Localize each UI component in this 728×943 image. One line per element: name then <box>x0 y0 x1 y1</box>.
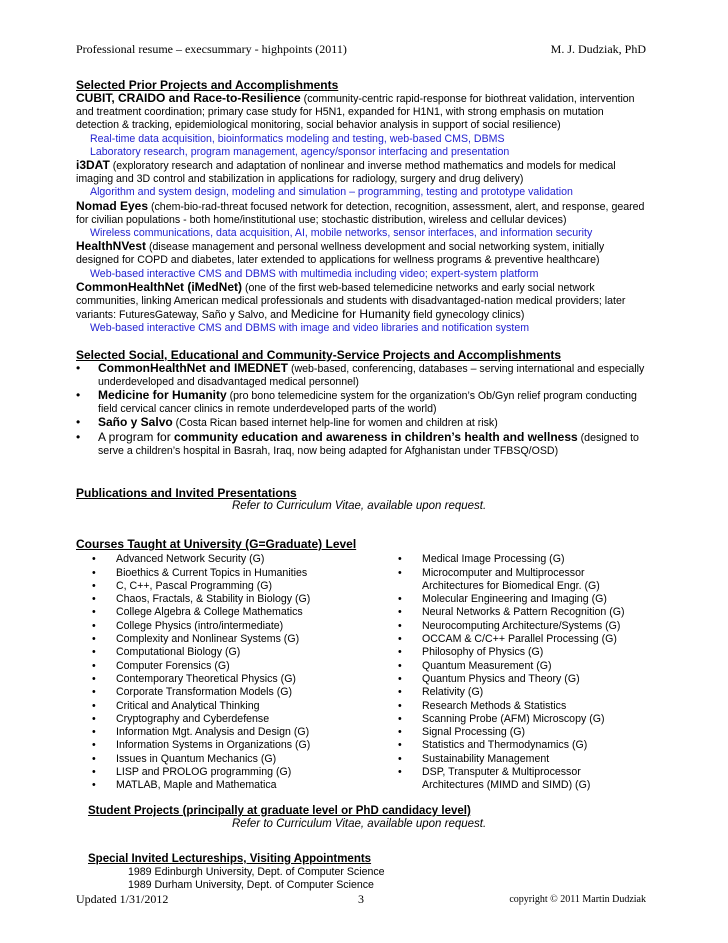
publications-note: Refer to Curriculum Vitae, available upon request. <box>232 500 487 513</box>
project-detail: Real-time data acquisition, bioinformatics modeling and testing, web-based CMS, DBMS <box>90 132 505 145</box>
course-item: • Medical Image Processing (G) <box>396 553 656 566</box>
course-item: • Relativity (G) <box>396 686 656 699</box>
course-item: • Information Systems in Organizations (G) <box>90 739 396 752</box>
project-detail: Algorithm and system design, modeling and simulation – programming, testing and prototype validation <box>90 186 573 199</box>
project-detail: Wireless communications, data acquisition, AI, mobile networks, sensor interfaces, and information security <box>90 227 593 240</box>
item-desc: underdeveloped and disadvantaged medical personnel) <box>98 375 359 388</box>
course-item: • Bioethics & Current Topics in Humanities <box>90 567 396 580</box>
project-detail: Laboratory research, program management, agency/sponsor interfacing and presentation <box>90 145 510 158</box>
lecture-item: 1989 Durham University, Dept. of Computer Science <box>128 879 374 892</box>
section-heading-courses: Courses Taught at University (G=Graduate) Level <box>76 537 357 552</box>
course-item: Architectures for Biomedical Engr. (G) <box>422 579 600 592</box>
item-name: Medicine for Humanity <box>98 388 227 403</box>
project-nomad-eyes <box>76 200 656 241</box>
project-name: i3DAT <box>76 158 110 173</box>
page-footer <box>76 892 646 907</box>
course-item: • Microcomputer and Multiprocessor <box>396 567 656 580</box>
course-item: • Research Methods & Statistics <box>396 700 656 713</box>
course-item: • Signal Processing (G) <box>396 726 656 739</box>
section-heading-prior: Selected Prior Projects and Accomplishments <box>76 78 339 92</box>
course-item: • Statistics and Thermodynamics (G) <box>396 739 656 752</box>
course-item: • Information Mgt. Analysis and Design (G) <box>90 726 396 739</box>
course-item: • Scanning Probe (AFM) Microscopy (G) <box>396 713 656 726</box>
course-item: • Neurocomputing Architecture/Systems (G) <box>396 620 656 633</box>
project-desc: (chem-bio-rad-threat focused network for detection, recognition, assessment, alert, and response, geared <box>148 200 645 213</box>
project-desc: for civilian populations - both home/institutional use; stochastic distribution, wireless and cellular devices) <box>76 213 567 226</box>
section-heading-lectures: Special Invited Lectureships, Visiting Appointments <box>88 853 372 866</box>
course-item: • Chaos, Fractals, & Stability in Biology (G) <box>90 593 396 606</box>
course-item: • Computer Forensics (G) <box>90 660 396 673</box>
course-item: • Philosophy of Physics (G) <box>396 646 656 659</box>
item-desc: (Costa Rican based internet help-line for women and children at risk) <box>172 417 498 430</box>
page-number: 3 <box>358 892 364 906</box>
project-desc: (one of the first web-based telemedicine networks and early social network <box>242 281 595 294</box>
project-i3dat <box>76 159 656 200</box>
course-item: • College Physics (intro/intermediate) <box>90 620 396 633</box>
project-name: CommonHealthNet (iMedNet) <box>76 279 243 294</box>
course-item: • OCCAM & C/C++ Parallel Processing (G) <box>396 633 656 646</box>
course-item: Architectures (MIMD and SIMD) (G) <box>422 779 591 792</box>
project-desc: (exploratory research and adaptation of nonlinear and inverse method mathematics and models for medical <box>109 160 616 173</box>
section-heading-student: Student Projects (principally at graduate level or PhD candidacy level) <box>88 804 471 817</box>
section-heading-social: Selected Social, Educational and Community-Service Projects and Accomplishments <box>76 347 562 362</box>
course-item: • Issues in Quantum Mechanics (G) <box>90 753 396 766</box>
list-item <box>76 431 656 458</box>
course-item: • Complexity and Nonlinear Systems (G) <box>90 633 396 646</box>
page-header <box>76 42 646 57</box>
project-desc: and treatment coordination; primary case study for H5N1, expanded for H1N1, with strong emphasis on mutation <box>76 106 604 119</box>
header-title: Professional resume – execsummary - highpoints (2011) <box>76 42 347 56</box>
project-healthnvest <box>76 240 656 281</box>
item-name: CommonHealthNet and IMEDNET <box>98 360 289 375</box>
project-name: Nomad Eyes <box>76 198 149 213</box>
footer-copyright: copyright © 2011 Martin Dudziak <box>509 894 646 905</box>
item-name: community education and awareness in children’s health and wellness <box>174 429 578 444</box>
course-columns <box>76 553 656 792</box>
item-name: Saño y Salvo <box>98 415 173 430</box>
project-desc: communities, linking American medical professionals and students with disadvantaged-nation medical providers; later <box>76 295 626 308</box>
course-item: • Corporate Transformation Models (G) <box>90 686 396 699</box>
student-note: Refer to Curriculum Vitae, available upon request. <box>232 817 487 830</box>
project-desc: designed for COPD and diabetes, later extended to applications for wellness programs & preventive healthcare) <box>76 254 600 267</box>
item-desc: serve a children’s hospital in Basrah, Iraq, now being adapted for Afghanistan under TFBSQ/OSD) <box>98 444 559 457</box>
lecture-item: 1989 Edinburgh University, Dept. of Computer Science <box>128 866 385 879</box>
project-cubit <box>76 92 656 159</box>
course-list-right <box>396 553 656 792</box>
course-item: • College Algebra & College Mathematics <box>90 606 396 619</box>
project-name: CUBIT, CRAIDO and Race-to-Resilience <box>76 91 301 105</box>
item-desc: (designed to <box>577 431 639 444</box>
list-item <box>76 416 656 430</box>
project-detail: Web-based interactive CMS and DBMS with image and video libraries and notification system <box>90 322 530 335</box>
course-list-left <box>76 553 396 792</box>
course-item: • Molecular Engineering and Imaging (G) <box>396 593 656 606</box>
course-item: • Contemporary Theoretical Physics (G) <box>90 673 396 686</box>
course-item: • Critical and Analytical Thinking <box>90 700 396 713</box>
course-item: • Advanced Network Security (G) <box>90 553 396 566</box>
project-desc: field gynecology clinics) <box>410 309 525 322</box>
course-item: • MATLAB, Maple and Mathematica <box>90 779 396 792</box>
course-item: • Sustainability Management <box>396 753 656 766</box>
item-prefix: A program for <box>98 429 175 444</box>
item-desc: (web-based, conferencing, databases – serving international and especially <box>288 362 645 375</box>
project-desc: detection & tracking, epidemiological monitoring, social behavior analysis in support of social resilience) <box>76 119 561 132</box>
item-desc: field cervical cancer clinics in remote underdeveloped parts of the world) <box>98 403 437 416</box>
resume-content <box>76 78 656 893</box>
project-highlight: Medicine for Humanity <box>290 307 411 322</box>
project-desc: imaging and 3D control and stabilization in applications for radiology, surgery and drug delivery) <box>76 173 524 186</box>
course-item: • Cryptography and Cyberdefense <box>90 713 396 726</box>
course-item: • Neural Networks & Pattern Recognition (G) <box>396 606 656 619</box>
course-item: • Quantum Measurement (G) <box>396 660 656 673</box>
footer-updated: Updated 1/31/2012 <box>76 892 169 906</box>
course-item: • DSP, Transputer & Multiprocessor <box>396 766 656 779</box>
course-item: • Quantum Physics and Theory (G) <box>396 673 656 686</box>
project-commonhealthnet <box>76 281 656 336</box>
list-item <box>76 389 656 416</box>
project-name: HealthNVest <box>76 239 147 254</box>
item-desc: (pro bono telemedicine system for the organization’s Ob/Gyn relief program conducting <box>226 390 637 403</box>
project-detail: Web-based interactive CMS and DBMS with multimedia including video; expert-system platform <box>90 267 539 280</box>
project-desc: (community-centric rapid-response for biothreat validation, intervention <box>300 93 635 105</box>
header-author: M. J. Dudziak, PhD <box>550 42 646 56</box>
course-item: • Computational Biology (G) <box>90 646 396 659</box>
project-desc: variants: FuturesGateway, Saño y Salvo, and <box>76 309 291 322</box>
course-item: • LISP and PROLOG programming (G) <box>90 766 396 779</box>
section-heading-publications: Publications and Invited Presentations <box>76 486 297 501</box>
course-item: • C, C++, Pascal Programming (G) <box>90 580 396 593</box>
project-desc: (disease management and personal wellness development and social networking system, initially <box>146 241 605 254</box>
list-item <box>76 362 656 389</box>
lecture-list <box>76 866 656 892</box>
